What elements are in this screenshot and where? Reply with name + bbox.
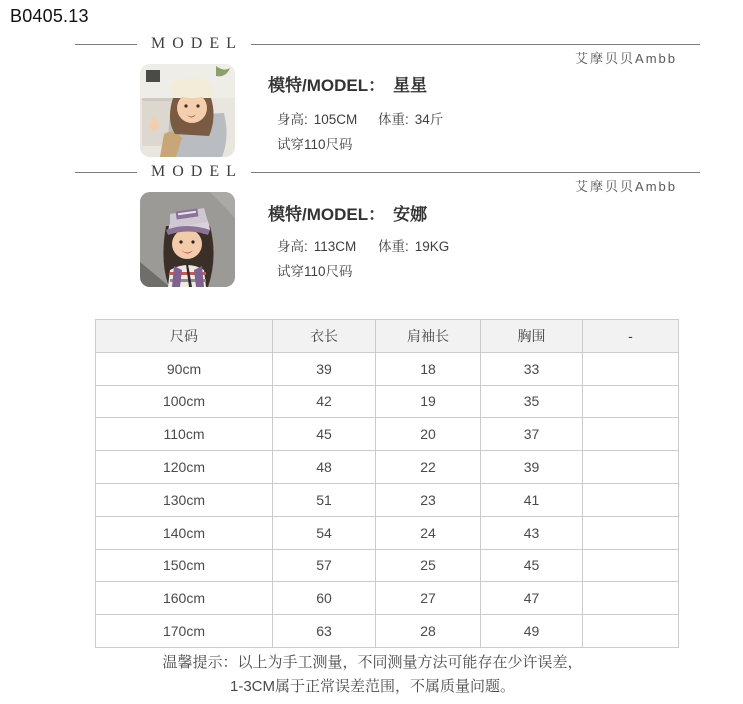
shoulder-cell: 25 (376, 549, 481, 582)
size-cell: 130cm (96, 483, 273, 516)
model-title (268, 200, 427, 225)
empty-cell (583, 615, 679, 648)
chest-cell: 35 (481, 385, 583, 418)
length-cell: 60 (273, 582, 376, 615)
chest-cell: 47 (481, 582, 583, 615)
table-row (96, 483, 679, 516)
size-cell: 120cm (96, 451, 273, 484)
chest-cell: 39 (481, 451, 583, 484)
model-photo-star (140, 64, 235, 157)
chest-cell: 37 (481, 418, 583, 451)
divider-line-right (251, 44, 700, 45)
disclaimer-line-2: 1-3CM属于正常误差范围，不属质量问题。 (229, 678, 515, 695)
length-cell: 54 (273, 516, 376, 549)
height-value: 105CM (313, 112, 358, 127)
model-name: 安娜 (393, 205, 428, 224)
model-fit-note: 试穿110尺码 (277, 137, 353, 152)
table-row (96, 385, 679, 418)
length-cell: 51 (273, 483, 376, 516)
model-label: 模特/MODEL： (268, 205, 386, 224)
measurement-disclaimer (60, 651, 685, 699)
empty-cell (583, 549, 679, 582)
empty-cell (583, 516, 679, 549)
col-header-dash: - (583, 320, 679, 353)
table-row (96, 615, 679, 648)
size-cell: 90cm (96, 352, 273, 385)
empty-cell (583, 451, 679, 484)
model-label: 模特/MODEL： (268, 76, 386, 95)
col-header-length: 衣长 (273, 320, 376, 353)
weight-value: 19KG (414, 239, 450, 254)
brand-watermark: 艾摩贝贝Ambb (575, 51, 677, 66)
table-row (96, 516, 679, 549)
length-cell: 48 (273, 451, 376, 484)
table-row (96, 418, 679, 451)
model-section-heading: MODEL (151, 35, 243, 52)
size-cell: 110cm (96, 418, 273, 451)
size-table-header-row (96, 320, 679, 353)
divider-line-left (75, 44, 137, 45)
model-height (277, 235, 356, 255)
length-cell: 39 (273, 352, 376, 385)
brand-watermark: 艾摩贝贝Ambb (575, 179, 677, 194)
shoulder-cell: 27 (376, 582, 481, 615)
disclaimer-line-1: 温馨提示：以上为手工测量，不同测量方法可能存在少许误差， (162, 654, 583, 671)
empty-cell (583, 352, 679, 385)
model-title (268, 71, 427, 96)
empty-cell (583, 385, 679, 418)
shoulder-cell: 19 (376, 385, 481, 418)
model-height (277, 108, 357, 128)
col-header-chest: 胸围 (481, 320, 583, 353)
size-cell: 150cm (96, 549, 273, 582)
shoulder-cell: 20 (376, 418, 481, 451)
model-name: 星星 (393, 76, 428, 95)
length-cell: 42 (273, 385, 376, 418)
table-row (96, 451, 679, 484)
size-table (95, 319, 679, 648)
empty-cell (583, 418, 679, 451)
size-cell: 140cm (96, 516, 273, 549)
col-header-shoulder-sleeve: 肩袖长 (376, 320, 481, 353)
shoulder-cell: 28 (376, 615, 481, 648)
size-cell: 160cm (96, 582, 273, 615)
chest-cell: 33 (481, 352, 583, 385)
product-code: B0405.13 (10, 6, 89, 26)
height-value: 113CM (313, 239, 357, 254)
chest-cell: 43 (481, 516, 583, 549)
empty-cell (583, 483, 679, 516)
model-fit-note: 试穿110尺码 (277, 264, 353, 279)
table-row (96, 549, 679, 582)
model-section-heading: MODEL (151, 163, 243, 180)
shoulder-cell: 22 (376, 451, 481, 484)
chest-cell: 41 (481, 483, 583, 516)
chest-cell: 45 (481, 549, 583, 582)
weight-label: 体重: (378, 112, 409, 127)
height-label: 身高: (277, 239, 308, 254)
length-cell: 63 (273, 615, 376, 648)
shoulder-cell: 23 (376, 483, 481, 516)
weight-label: 体重: (378, 239, 409, 254)
size-cell: 170cm (96, 615, 273, 648)
model-weight (378, 235, 449, 255)
model-photo-anna (140, 192, 235, 287)
divider-line-left (75, 172, 137, 173)
divider-line-right (251, 172, 700, 173)
empty-cell (583, 582, 679, 615)
weight-value: 34斤 (414, 112, 444, 127)
size-cell: 100cm (96, 385, 273, 418)
col-header-size: 尺码 (96, 320, 273, 353)
shoulder-cell: 18 (376, 352, 481, 385)
length-cell: 45 (273, 418, 376, 451)
chest-cell: 49 (481, 615, 583, 648)
height-label: 身高: (277, 112, 308, 127)
model-weight (378, 108, 443, 128)
shoulder-cell: 24 (376, 516, 481, 549)
table-row (96, 352, 679, 385)
table-row (96, 582, 679, 615)
length-cell: 57 (273, 549, 376, 582)
